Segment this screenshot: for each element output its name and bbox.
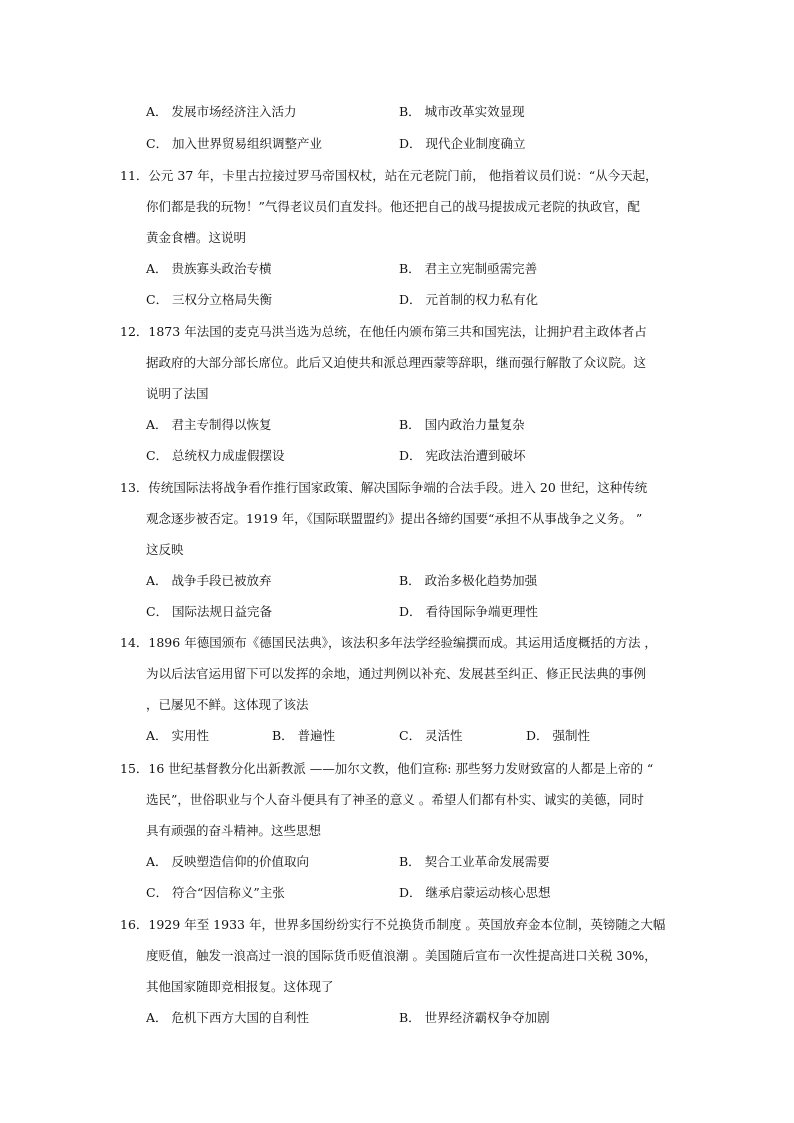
q15-stem-line-2: 选民”，世俗职业与个人奋斗便具有了神圣的意义 。希望人们都有朴实、诚实的美德，同时 (146, 792, 644, 807)
q14-option-d[interactable]: D． 强制性 (526, 728, 590, 743)
q11-option-d[interactable]: D． 元首制的权力私有化 (399, 292, 538, 307)
q11-stem-line-2: 你们都是我的玩物！”气得老议员们直发抖。他还把自己的战马提拔成元老院的执政官，配 (146, 199, 640, 214)
q12-stem-line-2: 据政府的大部分部长席位。此后又迫使共和派总理西蒙等辞职，继而强行解散了众议院。这 (146, 355, 647, 370)
q15-stem-line-1: 15．16 世纪基督教分化出新教派 ——加尔文教，他们宣称: 那些努力发财致富的人都是上帝的 “ (120, 761, 654, 776)
q12-stem-line-3: 说明了法国 (146, 386, 209, 401)
q16-option-a[interactable]: A． 危机下西方大国的自利性 (146, 1010, 310, 1025)
q12-option-d[interactable]: D． 宪政法治遭到破坏 (399, 448, 526, 463)
q12-option-c[interactable]: C． 总统权力成虚假摆设 (146, 448, 285, 463)
q14-stem-line-2: 为以后法官运用留下可以发挥的余地，通过判例以补充、发展甚至纠正、修正民法典的事例 (146, 666, 647, 681)
q14-option-b[interactable]: B． 普遍性 (272, 728, 336, 743)
q12-option-b[interactable]: B． 国内政治力量复杂 (399, 417, 525, 432)
q15-option-b[interactable]: B． 契合工业革命发展需要 (399, 854, 550, 869)
q10-option-a[interactable]: A． 发展市场经济注入活力 (146, 104, 297, 119)
q11-stem-line-3: 黄金食槽。这说明 (146, 230, 247, 245)
q11-option-a[interactable]: A． 贵族寡头政治专横 (146, 261, 272, 276)
q15-option-a[interactable]: A． 反映塑造信仰的价值取向 (146, 854, 310, 869)
q15-stem-line-3: 具有顽强的奋斗精神。这些思想 (146, 823, 322, 838)
q10-option-b[interactable]: B． 城市改革实效显现 (399, 104, 525, 119)
q13-stem-line-3: 这反映 (146, 542, 184, 557)
q12-stem-line-1: 12．1873 年法国的麦克马洪当选为总统，在他任内颁布第三共和国宪法，让拥护君主政体者占 (120, 324, 647, 339)
q11-option-c[interactable]: C． 三权分立格局失衡 (146, 292, 273, 307)
q15-option-c[interactable]: C． 符合“因信称义”主张 (146, 885, 285, 900)
q13-option-a[interactable]: A． 战争手段已被放弃 (146, 573, 272, 588)
q10-option-d[interactable]: D． 现代企业制度确立 (399, 136, 526, 151)
q16-stem-line-3: 其他国家随即竞相报复。这体现了 (146, 979, 334, 994)
q13-stem-line-2: 观念逐步被否定。1919 年，《国际联盟盟约》提出各缔约国要“承担不从事战争之义务。 ” (146, 511, 643, 526)
q13-option-b[interactable]: B． 政治多极化趋势加强 (399, 573, 538, 588)
q14-option-a[interactable]: A． 实用性 (146, 728, 210, 743)
q11-option-b[interactable]: B． 君主立宪制亟需完善 (399, 261, 538, 276)
q13-option-d[interactable]: D． 看待国际争端更理性 (399, 604, 538, 619)
q15-option-d[interactable]: D． 继承启蒙运动核心思想 (399, 885, 551, 900)
q14-stem-line-1: 14．1896 年德国颁布《德国民法典》，该法积多年法学经验编撰而成。其运用适度概括的方法 ， (120, 635, 657, 650)
q11-stem-line-1: 11．公元 37 年，卡里古拉接过罗马帝国权杖，站在元老院门前， 他指着议员们说：“从今天起， (120, 168, 658, 183)
q16-stem-line-2: 度贬值，触发一浪高过一浪的国际货币贬值浪潮 。美国随后宣布一次性提高进口关税 30%， (146, 948, 657, 963)
q10-option-c[interactable]: C． 加入世界贸易组织调整产业 (146, 136, 323, 151)
q16-option-b[interactable]: B． 世界经济霸权争夺加剧 (399, 1010, 550, 1025)
q14-stem-line-3: ，已屡见不鲜。这体现了该法 (146, 697, 309, 712)
q12-option-a[interactable]: A． 君主专制得以恢复 (146, 417, 272, 432)
q16-stem-line-1: 16．1929 年至 1933 年，世界多国纷纷实行不兑换货币制度 。英国放弃金本位制，英镑随之大幅 (120, 917, 666, 932)
q13-stem-line-1: 13．传统国际法将战争看作推行国家政策、解决国际争端的合法手段。进入 20 世纪，这种传统 (120, 480, 648, 495)
q13-option-c[interactable]: C． 国际法规日益完备 (146, 604, 273, 619)
q14-option-c[interactable]: C． 灵活性 (399, 728, 463, 743)
